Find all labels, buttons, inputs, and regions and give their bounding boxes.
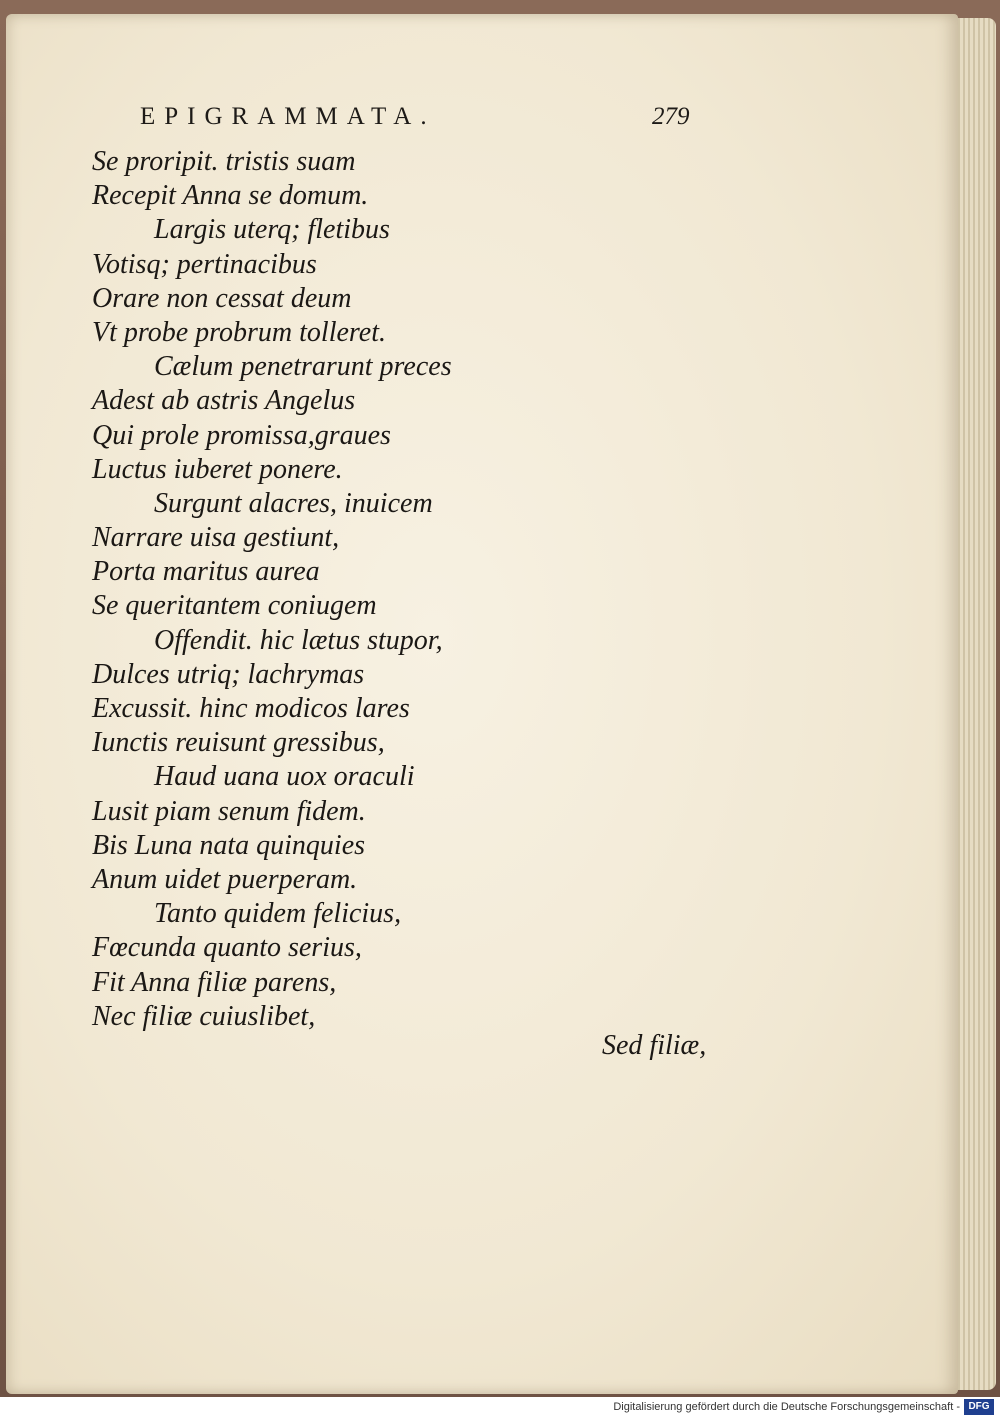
verse-text-block xyxy=(92,145,492,1034)
verse-line: Excussit. hinc modicos lares xyxy=(92,693,410,724)
verse-line: Luctus iuberet ponere. xyxy=(92,453,343,485)
catchword: Sed filiæ, xyxy=(602,1030,707,1061)
verse-line: Lusit piam senum fidem. xyxy=(92,795,366,827)
verse-line: Vt probe probrum tolleret. xyxy=(92,316,386,348)
verse-line: Qui prole promissa,graues xyxy=(92,419,391,451)
verse-line: Fit Anna filiæ parens, xyxy=(92,966,337,998)
verse-line: Cælum penetrarunt preces xyxy=(154,351,452,383)
verse-line: Anum uidet puerperam. xyxy=(92,863,358,895)
running-title: EPIGRAMMATA. xyxy=(140,103,436,130)
page-number: 279 xyxy=(652,103,690,130)
verse-line: Se queritantem coniugem xyxy=(92,590,377,622)
verse-line: Bis Luna nata quinquies xyxy=(92,829,366,861)
verse-line: Narrare uisa gestiunt, xyxy=(92,522,340,554)
verse-line: Fœcunda quanto serius, xyxy=(92,932,362,964)
verse-line: Dulces utriq; lachrymas xyxy=(92,658,365,690)
verse-line: Nec filiæ cuiuslibet, xyxy=(92,1000,316,1032)
verse-line: Porta maritus aurea xyxy=(92,556,320,588)
verse-line: Recepit Anna se domum. xyxy=(92,180,369,212)
verse-line: Tanto quidem felicius, xyxy=(154,898,402,930)
verse-line: Surgunt alacres, inuicem xyxy=(154,487,433,519)
dfg-logo: DFG xyxy=(964,1399,994,1415)
verse-line: Votisq; pertinacibus xyxy=(92,248,317,280)
verse-line: Largis uterq; fletibus xyxy=(154,214,390,246)
verse-line: Offendit. hic lætus stupor, xyxy=(154,624,443,656)
footer-credit: Digitalisierung gefördert durch die Deutsche Forschungsgemeinschaft - xyxy=(613,1401,960,1413)
verse-line: Iunctis reuisunt gressibus, xyxy=(92,727,385,759)
verse-line: Adest ab astris Angelus xyxy=(92,385,356,417)
verse-line: Haud uana uox oraculi xyxy=(154,761,415,793)
verse-line: Se proripit. tristis suam xyxy=(92,146,356,177)
verse-line: Orare non cessat deum xyxy=(92,282,352,314)
